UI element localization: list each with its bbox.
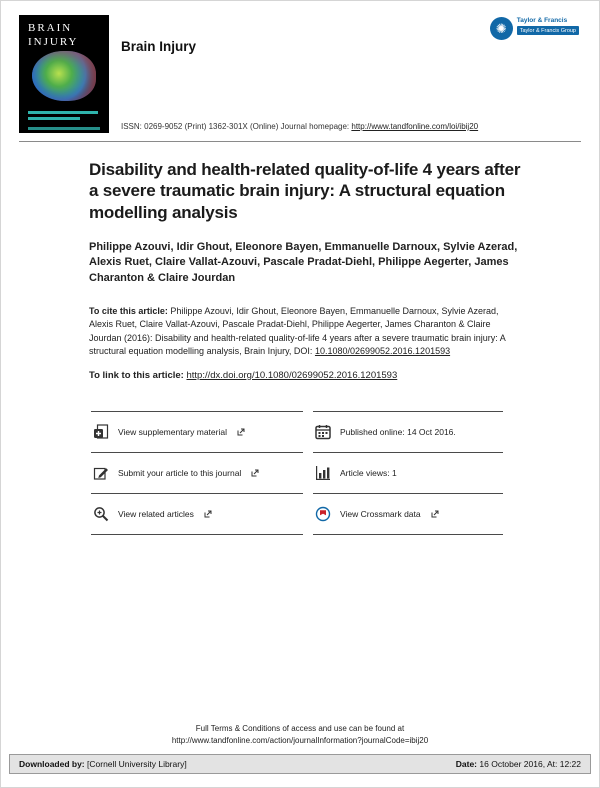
- terms-footer: [1, 723, 599, 748]
- external-link-icon: [431, 505, 439, 523]
- citation-paragraph: [89, 305, 523, 359]
- downloaded-by: [19, 759, 187, 769]
- submit-pencil-icon: [93, 465, 109, 481]
- header-divider: [19, 141, 581, 142]
- published-online-info: [313, 411, 503, 452]
- issn-line: [121, 122, 478, 131]
- action-label: Published online: 14 Oct 2016.: [340, 426, 456, 437]
- cover-decoration: [28, 127, 100, 130]
- action-label: Submit your article to this journal: [118, 467, 242, 478]
- cover-decoration: [28, 117, 80, 120]
- cite-label: To cite this article:: [89, 305, 168, 316]
- cite-doi-link[interactable]: 10.1080/02699052.2016.1201593: [314, 346, 451, 357]
- terms-url[interactable]: http://www.tandfonline.com/action/journalInformation?journalCode=ibij20: [171, 736, 429, 746]
- link-label: To link to this article:: [89, 369, 184, 381]
- view-related-articles-link[interactable]: [91, 493, 303, 535]
- external-link-icon: [204, 505, 212, 523]
- action-links: [91, 411, 523, 535]
- action-label: Article views: 1: [340, 467, 397, 478]
- downloaded-by-label: Downloaded by:: [19, 759, 85, 769]
- view-crossmark-data-link[interactable]: [313, 493, 503, 535]
- article-title: Disability and health-related quality-of-life 4 years after a severe traumatic brain injury: A structural equation modelling analysis: [89, 160, 521, 222]
- article-authors: Philippe Azouvi, Idir Ghout, Eleonore Bayen, Emmanuelle Darnoux, Sylvie Azerad, Alexis Ruet, Claire Vallat-Azouvi, Pascale Pradat-Diehl, Philippe Aegerter, James Charanton & Claire Jourdan: [89, 240, 518, 284]
- brain-scan-image: [32, 51, 96, 101]
- action-label: View related articles: [118, 508, 194, 519]
- publisher-group-label: Taylor & Francis Group: [517, 26, 579, 35]
- download-date: [456, 759, 581, 769]
- search-plus-icon: [93, 506, 109, 522]
- journal-cover-image: [19, 15, 109, 133]
- crossmark-icon: [315, 506, 331, 522]
- journal-homepage-link[interactable]: http://www.tandfonline.com/loi/ibij20: [351, 122, 479, 131]
- calendar-icon: [315, 424, 331, 440]
- journal-cover-title: BRAIN INJURY: [28, 22, 79, 48]
- cover-decoration: [28, 111, 98, 114]
- main-content: [89, 159, 523, 535]
- view-supplementary-material-link[interactable]: [91, 411, 303, 452]
- action-label: View supplementary material: [118, 426, 227, 437]
- journal-title: Brain Injury: [121, 39, 197, 54]
- publisher-logo: [490, 17, 579, 40]
- taylor-francis-icon: ✺: [490, 17, 513, 40]
- date-label: Date:: [455, 759, 478, 769]
- issn-text: ISSN: 0269-9052 (Print) 1362-301X (Online) Journal homepage:: [121, 122, 350, 131]
- bar-chart-icon: [315, 465, 331, 481]
- article-link-line: [89, 370, 523, 381]
- cite-text: Philippe Azouvi, Idir Ghout, Eleonore Bayen, Emmanuelle Darnoux, Sylvie Azerad, Alexis Ruet, Claire Vallat-Azouvi, Pascale Pradat-Diehl, Philippe Aegerter, James Charanton & Claire Jourdan (2016): Disability and health-related quality-of-life 4 years after a severe traumatic brain injury: A structural equation modelling analysis, Brain Injury, DOI:: [89, 305, 506, 357]
- external-link-icon: [251, 464, 259, 482]
- date-value: 16 October 2016, At: 12:22: [479, 759, 581, 769]
- publisher-name: Taylor & Francis: [516, 17, 568, 24]
- article-views-info: [313, 452, 503, 493]
- submit-article-link[interactable]: [91, 452, 303, 493]
- downloaded-by-value: [Cornell University Library]: [87, 759, 187, 769]
- action-label: View Crossmark data: [340, 508, 421, 519]
- download-info-bar: [9, 754, 591, 774]
- supplementary-material-icon: [93, 424, 109, 440]
- doi-link[interactable]: http://dx.doi.org/10.1080/02699052.2016.1201593: [186, 369, 398, 381]
- external-link-icon: [237, 423, 245, 441]
- terms-line: Full Terms & Conditions of access and use can be found at: [195, 724, 405, 733]
